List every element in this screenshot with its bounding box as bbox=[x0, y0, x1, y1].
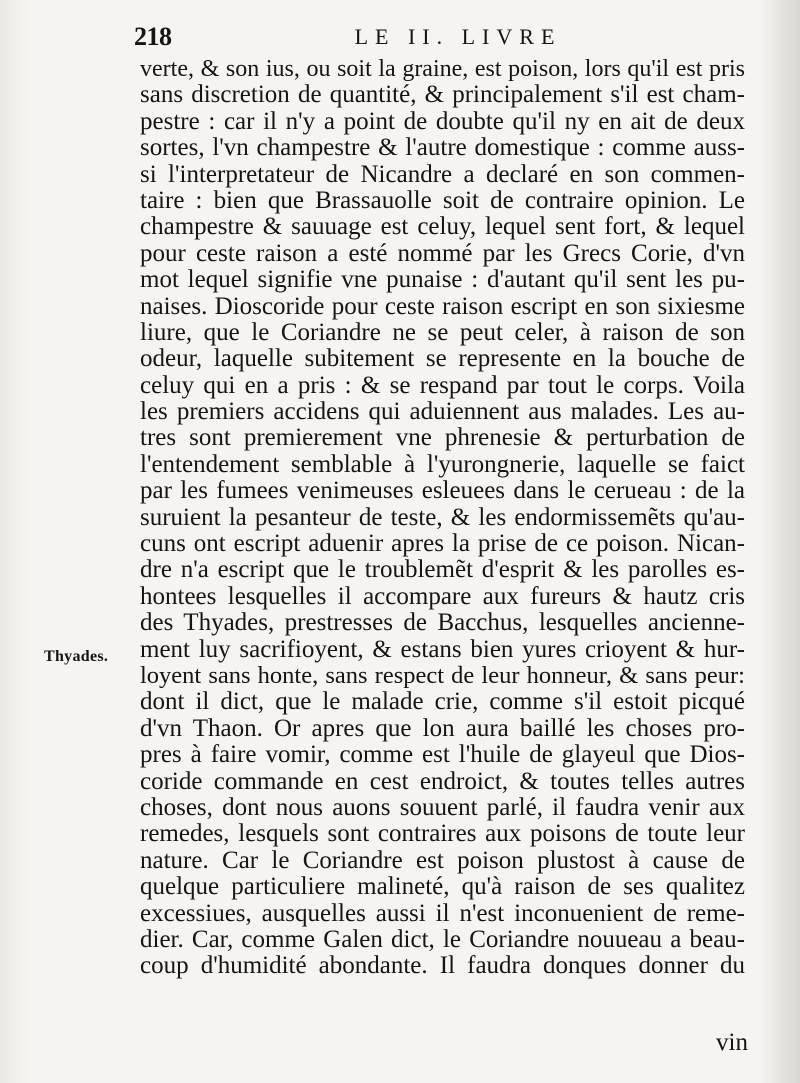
text-line: champestre & sauuage est celuy, lequel sent fort, & lequel bbox=[140, 213, 745, 241]
text-line: liure, que le Coriandre ne se peut celer, à raison de son bbox=[140, 318, 745, 346]
text-line: tres sont premierement vne phrenesie & perturbation de bbox=[140, 424, 745, 452]
text-line: coride commande en cest endroict, & toutes telles autres bbox=[140, 767, 745, 795]
text-line: cuns ont escript aduenir apres la prise de ce poison. Nican- bbox=[140, 530, 745, 558]
text-line: mot lequel signifie vne punaise : d'autant qu'il sent les pu- bbox=[140, 266, 745, 294]
text-line: excessiues, ausquelles aussi il n'est inconuenient de reme- bbox=[140, 899, 745, 927]
page-header bbox=[128, 20, 748, 52]
page-number: 218 bbox=[134, 22, 172, 51]
text-line: sortes, l'vn champestre & l'autre domestique : comme auss- bbox=[140, 134, 745, 162]
text-line: pres à faire vomir, comme est l'huile de glayeul que Dios- bbox=[140, 741, 745, 769]
text-line: dont il dict, que le malade crie, comme s'il estoit picqué bbox=[140, 688, 745, 716]
text-line: si l'interpretateur de Nicandre a declaré en son commen- bbox=[140, 160, 745, 188]
text-line: verte, & son ius, ou soit la graine, est poison, lors qu'il est pris bbox=[140, 56, 745, 82]
text-line: par les fumees venimeuses esleuees dans le cerueau : de la bbox=[140, 477, 745, 505]
text-line: sans discretion de quantité, & principalement s'il est cham- bbox=[140, 81, 745, 109]
text-line: l'entendement semblable à l'yurongnerie, laquelle se faict bbox=[140, 450, 745, 478]
text-line: celuy qui en a pris : & se respand par tout le corps. Voila bbox=[140, 371, 745, 399]
text-line: odeur, laquelle subitement se represente en la bouche de bbox=[140, 345, 745, 373]
running-title: LE II. LIVRE bbox=[354, 24, 562, 49]
catchword: vin bbox=[716, 1029, 748, 1056]
text-line: pour ceste raison a esté nommé par les Grecs Corie, d'vn bbox=[140, 239, 745, 267]
text-line: naises. Dioscoride pour ceste raison escript en son sixiesme bbox=[140, 292, 745, 320]
text-line: d'vn Thaon. Or apres que lon aura baillé les choses pro- bbox=[140, 714, 745, 742]
text-line: dier. Car, comme Galen dict, le Coriandre nouueau a beau- bbox=[140, 925, 745, 953]
text-line: taire : bien que Brassauolle soit de contraire opinion. Le bbox=[140, 186, 745, 214]
text-line: choses, dont nous auons souuent parlé, il faudra venir aux bbox=[140, 793, 745, 821]
text-line: suruient la pesanteur de teste, & les endormissemẽts qu'au- bbox=[140, 503, 745, 531]
margin-note: Thyades. bbox=[44, 648, 109, 665]
text-line: dre n'a escript que le troublemẽt d'esprit & les parolles es- bbox=[140, 556, 745, 584]
text-line: coup d'humidité abondante. Il faudra donques donner du bbox=[140, 952, 745, 980]
text-line: hontees lesquelles il accompare aux fureurs & hautz cris bbox=[140, 582, 745, 610]
body-text bbox=[140, 56, 745, 980]
text-line: des Thyades, prestresses de Bacchus, lesquelles ancienne- bbox=[140, 609, 745, 637]
text-line: loyent sans honte, sans respect de leur honneur, & sans peur: bbox=[140, 661, 745, 689]
text-line: ment luy sacrifioyent, & estans bien yures crioyent & hur- bbox=[140, 635, 745, 663]
text-line: quelque particuliere malineté, qu'à raison de ses qualitez bbox=[140, 873, 745, 901]
text-line: pestre : car il n'y a point de doubte qu'il ny en ait de deux bbox=[140, 107, 745, 135]
text-line: nature. Car le Coriandre est poison plustost à cause de bbox=[140, 846, 745, 874]
text-line: les premiers accidens qui aduiennent aus malades. Les au- bbox=[140, 398, 745, 426]
text-line: remedes, lesquels sont contraires aux poisons de toute leur bbox=[140, 820, 745, 848]
